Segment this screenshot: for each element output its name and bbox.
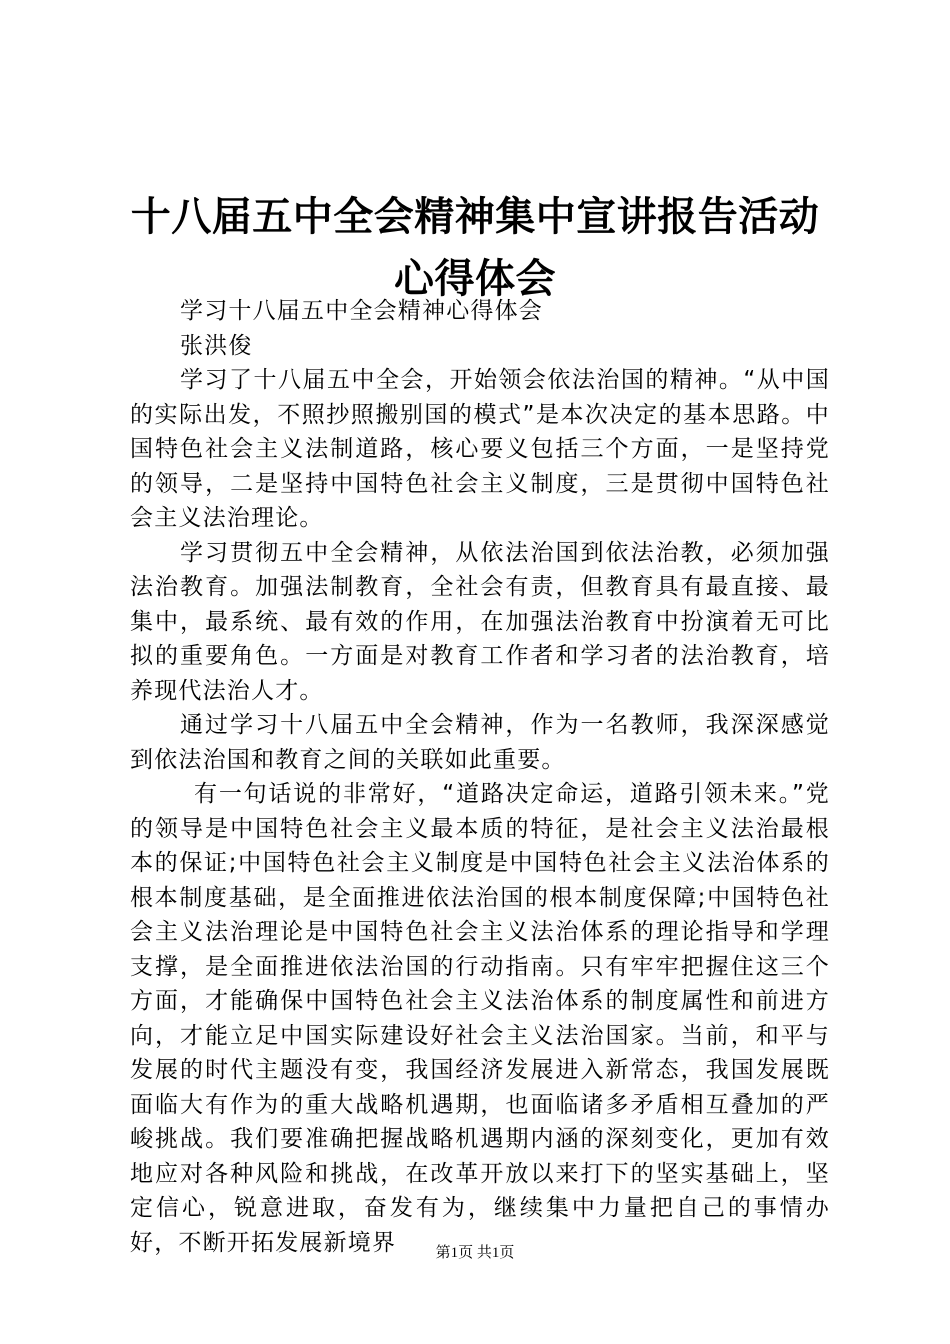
paragraph-1: 学习了十八届五中全会，开始领会依法治国的精神。“从中国的实际出发，不照抄照搬别国的模式”是本次决定的基本思路。中国特色社会主义法制道路，核心要义包括三个方面，一是坚持党的领导，二是坚持中国特色社会主义制度，三是贯彻中国特色社会主义法治理论。 <box>130 367 830 531</box>
document-author: 张洪俊 <box>180 332 253 359</box>
document-body <box>130 294 830 1260</box>
paragraph-3: 通过学习十八届五中全会精神，作为一名教师，我深深感觉到依法治国和教育之间的关联如此重要。 <box>130 712 830 773</box>
page-number-footer: 第1页 共1页 <box>435 1245 515 1261</box>
document-subtitle: 学习十八届五中全会精神心得体会 <box>180 298 543 324</box>
document-title: 十八届五中全会精神集中宣讲报告活动心得体会 <box>130 193 820 302</box>
paragraph-4: 有一句话说的非常好，“道路决定命运，道路引领未来。”党的领导是中国特色社会主义最本质的特征，是社会主义法治最根本的保证;中国特色社会主义制度是中国特色社会主义法治体系的根本制度基础，是全面推进依法治国的根本制度保障;中国特色社会主义法治理论是中国特色社会主义法治体系的理论指导和学理支撑，是全面推进依法治国的行动指南。只有牢牢把握住这三个方面，才能确保中国特色社会主义法治体系的制度属性和前进方向，才能立足中国实际建设好社会主义法治国家。当前，和平与发展的时代主题没有变，我国经济发展进入新常态，我国发展既面临大有作为的重大战略机遇期，也面临诸多矛盾相互叠加的严峻挑战。我们要准确把握战略机遇期内涵的深刻变化，更加有效地应对各种风险和挑战，在改革开放以来打下的坚实基础上，坚定信心，锐意进取，奋发有为，继续集中力量把自己的事情办好，不断开拓发展新境界 <box>130 781 830 1256</box>
paragraph-2: 学习贯彻五中全会精神，从依法治国到依法治教，必须加强法治教育。加强法制教育，全社会有责，但教育具有最直接、最集中，最系统、最有效的作用，在加强法治教育中扮演着无可比拟的重要角色。一方面是对教育工作者和学习者的法治教育，培养现代法治人才。 <box>130 539 830 704</box>
